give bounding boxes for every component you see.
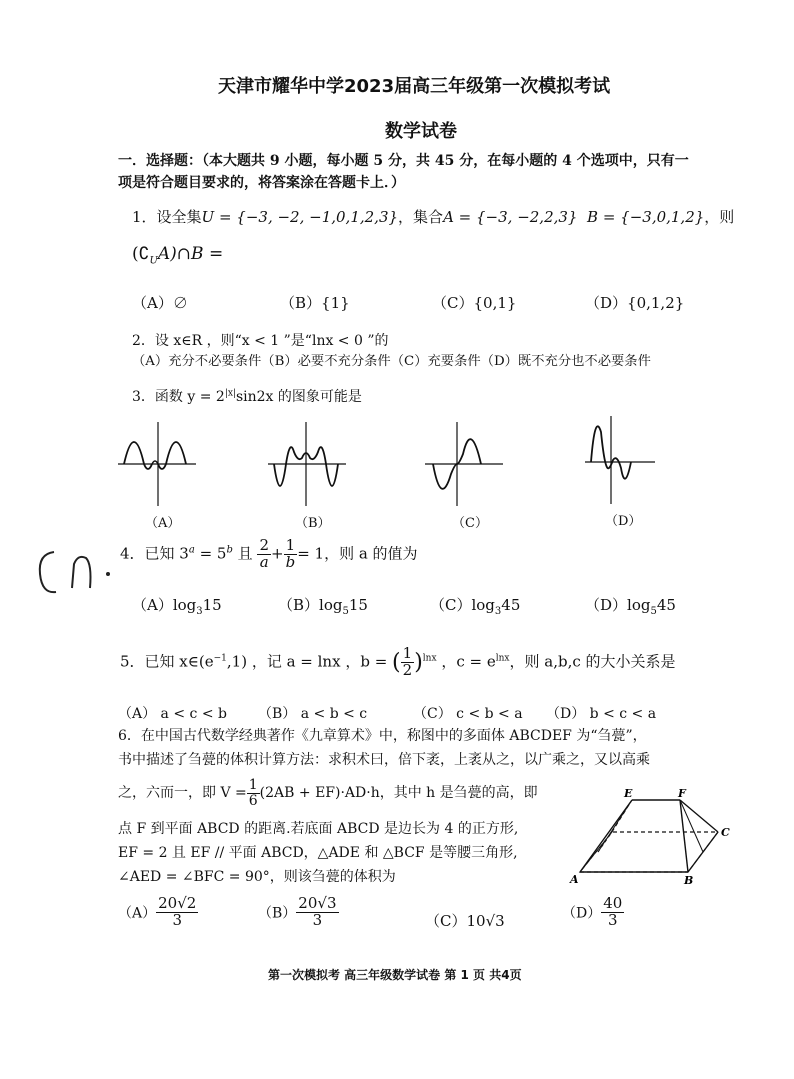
q6-option-a: [118, 896, 198, 929]
q4-fraction-1: [257, 538, 271, 571]
q4-plus: +: [271, 544, 284, 563]
fig-label-a: A: [570, 873, 579, 886]
q1-expr-sub: U: [149, 255, 158, 267]
q3-label-a: （A）: [145, 516, 181, 531]
exam-title: 天津市耀华中学2023届高三年级第一次模拟考试: [218, 76, 611, 97]
handwriting-mark: [34, 544, 112, 600]
q1-expr-a: (∁: [132, 244, 150, 264]
q6-c-value: 10√3: [466, 912, 505, 930]
q5-option-d: （D） b < c < a: [546, 706, 657, 722]
q6-a-numerator: 20√2: [158, 894, 197, 912]
q1-expr-rest: A)∩B =: [157, 244, 224, 264]
q3-graph-b: [268, 418, 348, 510]
q4-stem-c: 且: [232, 544, 253, 563]
page-footer: 第一次模拟考 高三年级数学试卷 第 1 页 共4页: [268, 968, 522, 982]
q6-line3: [118, 778, 538, 808]
q6-f-denominator: 6: [248, 792, 258, 809]
q6-fraction: [247, 778, 260, 808]
q4-option-b: [278, 594, 368, 617]
q5-sup2: lnx: [422, 653, 437, 664]
q4-option-c: [430, 594, 520, 617]
q4-stem-a: 4．已知 3: [120, 544, 189, 563]
q3-label-d: （D）: [605, 514, 642, 529]
q5-stem-b: ,1) ，记 a = lnx ，b =: [226, 652, 388, 671]
q4-fraction-2: [284, 538, 298, 571]
q4-f2-denominator: b: [285, 552, 296, 571]
q4-option-d: [585, 594, 676, 617]
q4-a-base: 3: [196, 606, 203, 617]
q6-option-b: [258, 896, 339, 929]
q4-d-base: 5: [650, 606, 657, 617]
q5-stem-d: ，则 a,b,c 的大小关系是: [509, 652, 676, 671]
q5-paren-close: ): [414, 649, 423, 675]
q4-c-prefix: （C）log: [430, 596, 495, 614]
q5-stem-a: 5．已知 x∈(e: [120, 652, 214, 671]
q5-option-a: （A） a < c < b: [118, 706, 227, 722]
q6-d-numerator: 40: [603, 894, 623, 912]
q4-sup-a: a: [188, 544, 195, 556]
q6-a-prefix: （A）: [118, 905, 157, 922]
q4-a-prefix: （A）log: [132, 596, 197, 614]
q4-b-base: 5: [342, 606, 349, 617]
q5-stem: [120, 646, 676, 679]
q6-line5: EF = 2 且 EF // 平面 ABCD，△ADE 和 △BCF 是等腰三角形,: [118, 845, 518, 861]
q4-d-value: 45: [656, 596, 676, 614]
q4-sup-b: b: [226, 544, 233, 556]
q5-fraction: [401, 646, 415, 679]
fig-label-b: B: [684, 874, 694, 887]
q5-sup1: −1: [213, 653, 227, 664]
q4-stem: [120, 538, 418, 571]
q4-b-prefix: （B）log: [278, 596, 343, 614]
q3-label-b: （B）: [295, 516, 331, 531]
q6-b-fraction: [296, 896, 338, 929]
q5-sup3: lnx: [495, 653, 510, 664]
q3-graph-c: [425, 418, 505, 510]
q6-line6: ∠AED = ∠BFC = 90°，则该刍甍的体积为: [118, 869, 396, 885]
q6-a-fraction: [156, 896, 198, 929]
q4-stem-d: = 1，则 a 的值为: [297, 544, 418, 563]
q3-stem: [132, 386, 362, 406]
q6-a-denominator: 3: [172, 910, 182, 929]
q6-d-prefix: （D）: [562, 905, 602, 922]
q4-c-value: 45: [501, 596, 521, 614]
q4-stem-b: = 5: [194, 544, 227, 563]
q1-option-d: （D）{0,1,2}: [585, 294, 685, 312]
q4-option-a: [132, 594, 222, 617]
fig-label-e: E: [624, 787, 633, 800]
q1-stem: [132, 206, 734, 227]
exam-subtitle: 数学试卷: [385, 121, 457, 142]
q6-line3-a: 之，六而一，即 V =: [118, 785, 247, 802]
q6-option-d: [562, 896, 624, 929]
q4-b-value: 15: [348, 596, 368, 614]
q1-set-u: U = {−3, −2, −1,0,1,2,3}: [201, 208, 399, 226]
q6-b-denominator: 3: [312, 910, 323, 929]
q5-option-b: （B） a < b < c: [258, 706, 368, 722]
q6-line3-b: (2AB + EF)·AD·h，其中 h 是刍甍的高，即: [259, 785, 538, 802]
q5-paren-open: (: [392, 649, 401, 675]
q3-label-c: （C）: [452, 516, 488, 531]
q6-line4: 点 F 到平面 ABCD 的距离.若底面 ABCD 是边长为 4 的正方形,: [118, 821, 519, 837]
q4-c-base: 3: [494, 606, 502, 617]
q5-f-numerator: 1: [402, 644, 413, 662]
q1-set-a: A = {−3, −2,2,3}: [443, 208, 578, 226]
q6-f-numerator: 1: [248, 777, 258, 793]
q4-f2-numerator: 1: [285, 536, 296, 554]
q6-c-prefix: （C）: [425, 912, 467, 930]
q4-d-prefix: （D）log: [585, 596, 651, 614]
q2-stem: 2．设 x∈R ，则“x < 1 ”是“lnx < 0 ”的: [132, 333, 389, 349]
q6-d-denominator: 3: [608, 910, 618, 929]
section-instruction-line2: 项是符合题目要求的，将答案涂在答题卡上．）: [118, 175, 405, 191]
q3-graph-d: [585, 412, 665, 508]
q4-f1-denominator: a: [259, 552, 269, 571]
q4-f1-numerator: 2: [259, 536, 269, 554]
q3-stem-a: 3．函数 y = 2: [132, 389, 225, 405]
q1-option-c: （C）{0,1}: [432, 294, 517, 312]
q3-graph-a: [118, 418, 198, 510]
q6-line1: 6．在中国古代数学经典著作《九章算术》中，称图中的多面体 ABCDEF 为“刍甍”，: [118, 728, 647, 744]
q5-f-denominator: 2: [402, 660, 413, 679]
q1-option-b: （B）{1}: [280, 294, 350, 312]
q6-d-fraction: [601, 896, 624, 929]
q1-stem-b: ，集合: [398, 208, 444, 226]
q6-b-numerator: 20√3: [298, 894, 337, 912]
fig-label-f: F: [678, 787, 686, 800]
q3-sup: |x|: [224, 388, 236, 399]
q6-b-prefix: （B）: [258, 905, 297, 922]
q1-option-a: （A）∅: [132, 294, 188, 312]
q3-stem-b: sin2x 的图象可能是: [235, 389, 362, 405]
q4-a-value: 15: [202, 596, 222, 614]
q1-expression: [132, 244, 223, 266]
q6-line2: 书中描述了刍甍的体积计算方法：求积术曰，倍下袤，上袤从之，以广乘之，又以高乘: [118, 752, 650, 768]
q2-options: （A）充分不必要条件（B）必要不充分条件（C）充要条件（D）既不充分也不必要条件: [132, 354, 651, 369]
q1-stem-c: ，则: [704, 208, 735, 226]
q1-set-b: B = {−3,0,1,2}: [587, 208, 705, 226]
q6-polyhedron-figure: [568, 786, 738, 888]
q6-option-c: [425, 910, 505, 931]
section-instruction-line1: 一．选择题：（本大题共 9 小题，每小题 5 分，共 45 分，在每小题的 4 个选项中，只有一: [118, 153, 689, 169]
q1-stem-a: 1．设全集: [132, 208, 202, 226]
q5-option-c: （C） c < b < a: [413, 706, 523, 722]
fig-label-c: C: [721, 826, 730, 839]
q5-stem-c: ，c = e: [441, 652, 496, 671]
